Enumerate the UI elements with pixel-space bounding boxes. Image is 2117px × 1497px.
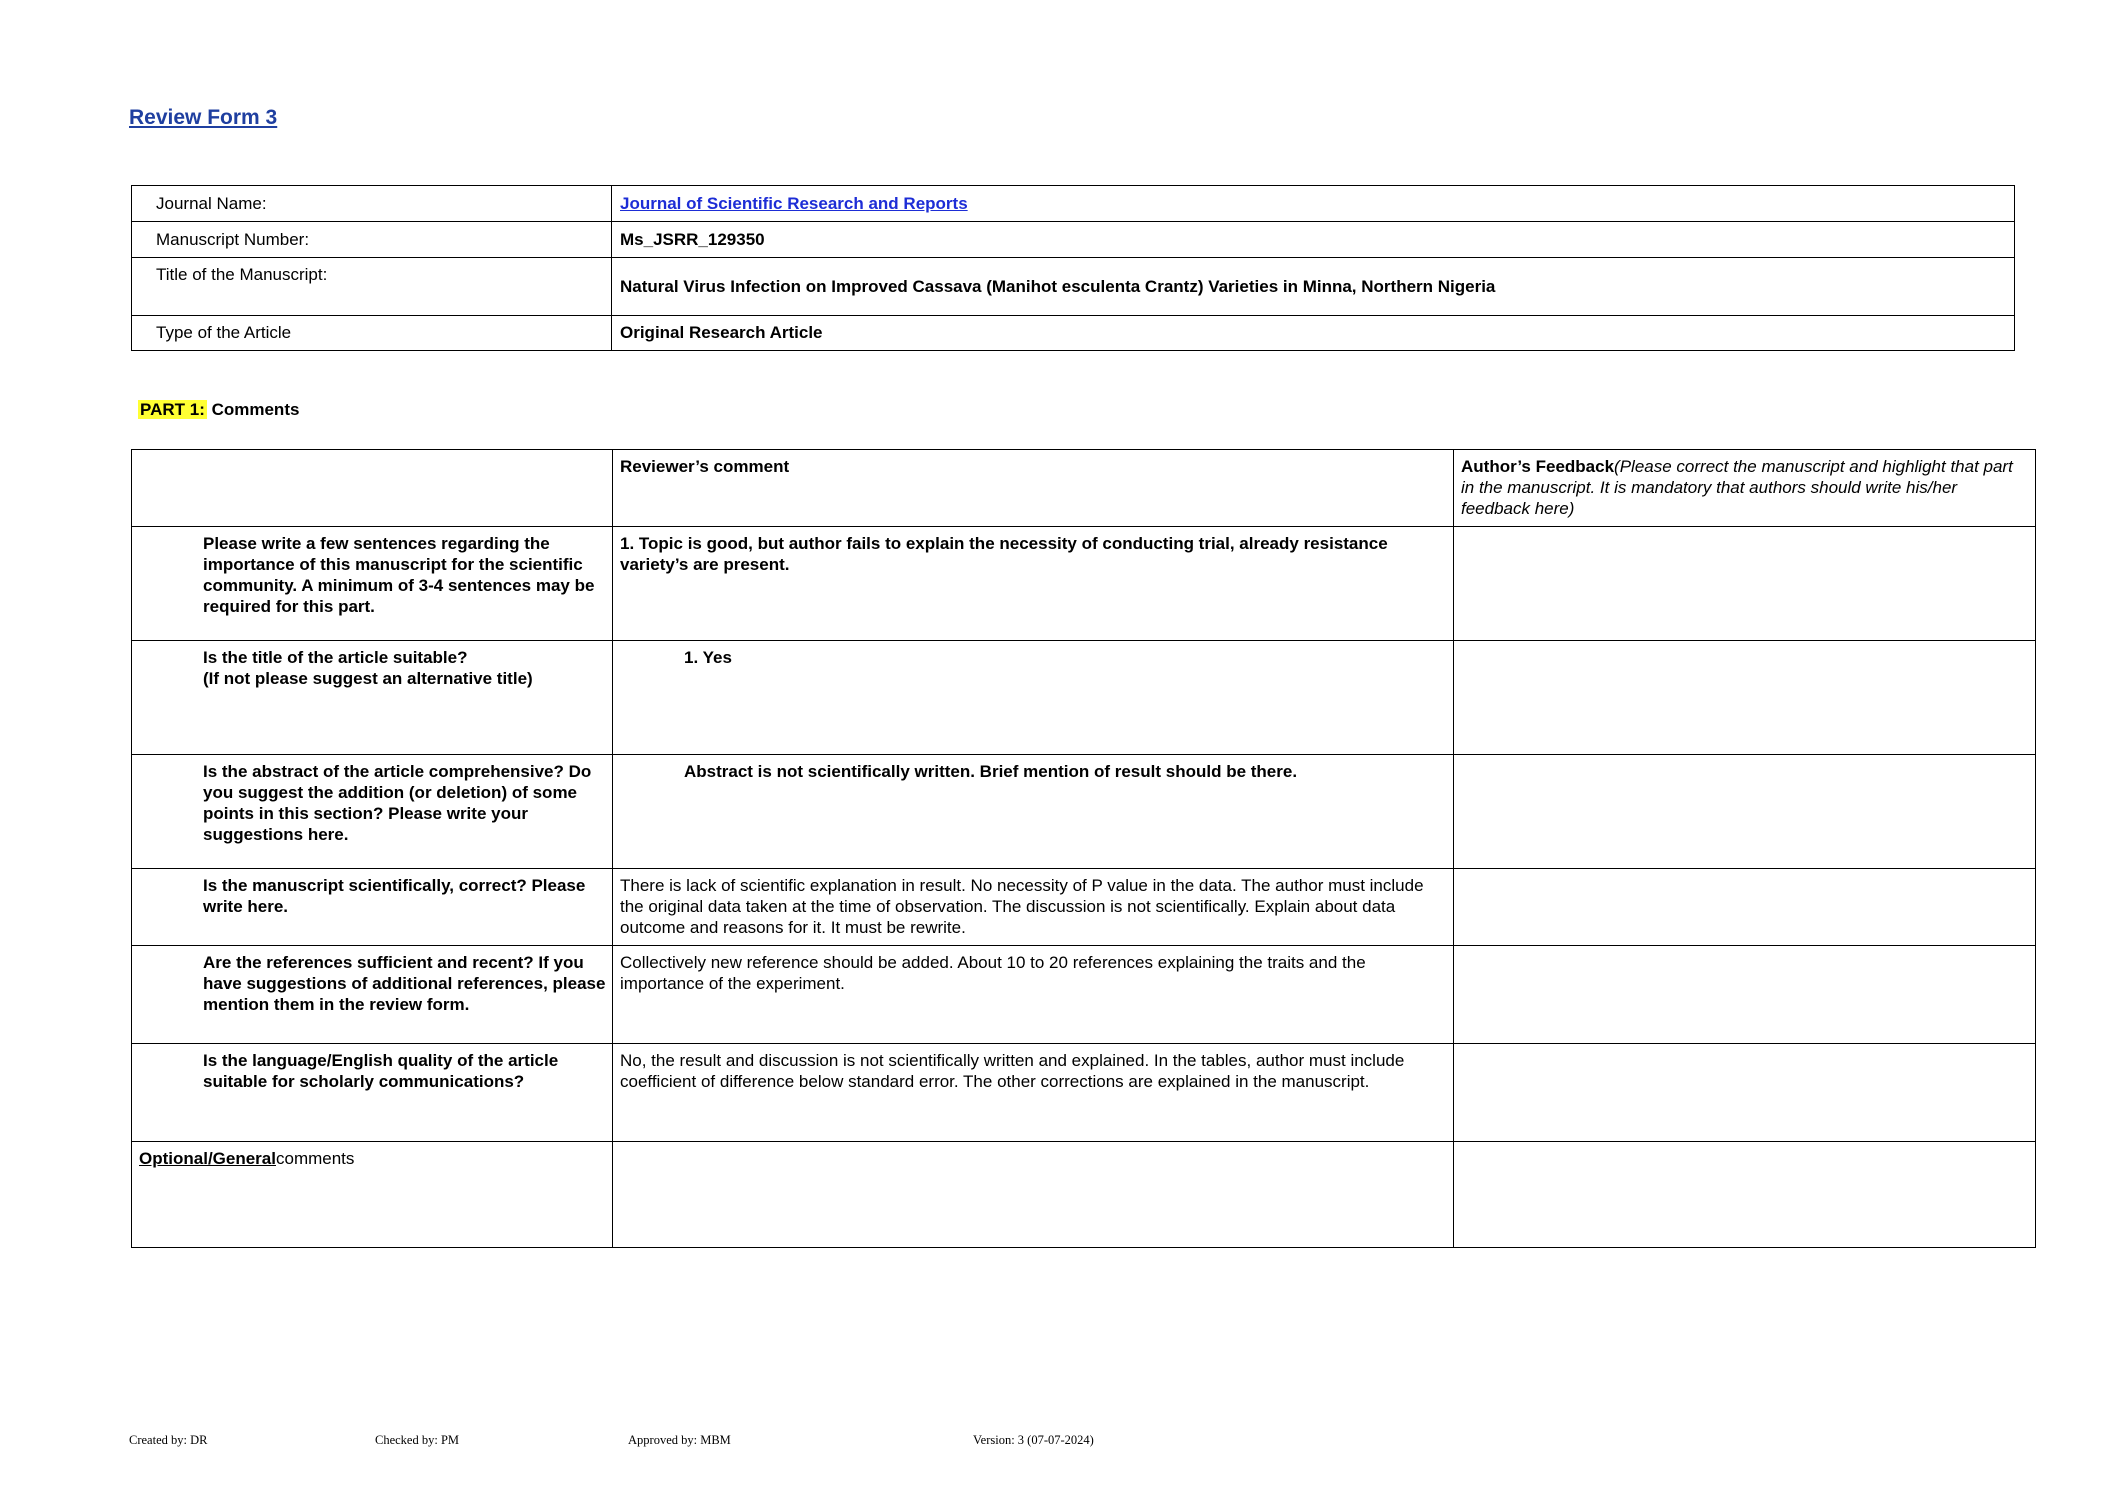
- table-row: [132, 1044, 2036, 1142]
- manuscript-number-label: Manuscript Number:: [132, 222, 612, 258]
- author-feedback-cell[interactable]: [1454, 755, 2036, 869]
- optional-comments-input[interactable]: [613, 1142, 1454, 1248]
- footer-checked: Checked by: PM: [375, 1433, 460, 1447]
- table-row: [132, 222, 2015, 258]
- manuscript-title-value: Natural Virus Infection on Improved Cassava (Manihot esculenta Crantz) Varieties in Minna, Northern Nigeria: [612, 258, 2015, 316]
- optional-comments-suffix: comments: [275, 1149, 355, 1168]
- table-row: [132, 641, 2036, 755]
- table-row: [132, 527, 2036, 641]
- comments-table: [131, 449, 2036, 1248]
- optional-feedback-input[interactable]: [1454, 1142, 2036, 1248]
- optional-comments-cell: [132, 1142, 613, 1248]
- reviewer-comment-cell: 1. Topic is good, but author fails to explain the necessity of conducting trial, already resistance variety’s are present.: [613, 527, 1454, 641]
- journal-value: [612, 186, 2015, 222]
- reviewer-comment-cell: Abstract is not scientifically written. Brief mention of result should be there.: [613, 755, 1454, 869]
- table-row: [132, 1142, 2036, 1248]
- question-line: Is the title of the article suitable?: [203, 648, 468, 667]
- footer-approved: Approved by: MBM: [628, 1433, 731, 1447]
- table-row: [132, 316, 2015, 351]
- reviewer-comment-cell: There is lack of scientific explanation in result. No necessity of P value in the data. The author must include the original data taken at the time of observation. The discussion is not scientifically. Explain about data outcome and reasons for it. It must be rewrite.: [613, 869, 1454, 946]
- question-cell: Are the references sufficient and recent? If you have suggestions of additional references, please mention them in the review form.: [132, 946, 613, 1044]
- table-row: [132, 258, 2015, 316]
- author-feedback-title: Author’s Feedback: [1461, 457, 1615, 476]
- reviewer-comment-header: Reviewer’s comment: [613, 450, 1454, 527]
- journal-label: Journal Name:: [132, 186, 612, 222]
- author-feedback-cell[interactable]: [1454, 869, 2036, 946]
- question-cell: Is the manuscript scientifically, correct? Please write here.: [132, 869, 613, 946]
- reviewer-comment-cell: No, the result and discussion is not scientifically written and explained. In the tables, author must include coefficient of difference below standard error. The other corrections are explained in the manuscript.: [613, 1044, 1454, 1142]
- part1-suffix: Comments: [206, 400, 300, 419]
- author-feedback-cell[interactable]: [1454, 641, 2036, 755]
- optional-general-label: Optional/General: [139, 1149, 276, 1168]
- article-type-value: Original Research Article: [612, 316, 2015, 351]
- manuscript-title-label: Title of the Manuscript:: [132, 258, 612, 316]
- reviewer-comment-cell: 1. Yes: [613, 641, 1454, 755]
- table-row: [132, 755, 2036, 869]
- question-cell: Is the language/English quality of the article suitable for scholarly communications?: [132, 1044, 613, 1142]
- author-feedback-note: (Please correct the manuscript and highlight that part in the manuscript. It is mandatory that authors should write his/her feedback here): [1461, 457, 2013, 518]
- article-type-label: Type of the Article: [132, 316, 612, 351]
- part1-label: PART 1:: [140, 400, 205, 419]
- author-feedback-cell[interactable]: [1454, 946, 2036, 1044]
- question-cell: [132, 641, 613, 755]
- table-header-row: [132, 450, 2036, 527]
- footer-created: Created by: DR: [129, 1433, 208, 1447]
- footer: [129, 1433, 1329, 1453]
- reviewer-comment-cell: Collectively new reference should be added. About 10 to 20 references explaining the traits and the importance of the experiment.: [613, 946, 1454, 1044]
- footer-version: Version: 3 (07-07-2024): [973, 1433, 1094, 1447]
- author-feedback-header: [1454, 450, 2036, 527]
- table-row: [132, 186, 2015, 222]
- manuscript-info-table: [131, 185, 2015, 351]
- question-header-cell: [132, 450, 613, 527]
- author-feedback-cell[interactable]: [1454, 1044, 2036, 1142]
- journal-link[interactable]: Journal of Scientific Research and Reports: [620, 193, 968, 213]
- manuscript-number-value: Ms_JSRR_129350: [612, 222, 2015, 258]
- part1-heading: [138, 400, 299, 420]
- question-cell: Is the abstract of the article comprehensive? Do you suggest the addition (or deletion) of some points in this section? Please write your suggestions here.: [132, 755, 613, 869]
- table-row: [132, 946, 2036, 1044]
- form-title[interactable]: Review Form 3: [129, 106, 278, 129]
- question-cell: Please write a few sentences regarding the importance of this manuscript for the scientific community. A minimum of 3-4 sentences may be required for this part.: [132, 527, 613, 641]
- author-feedback-cell[interactable]: [1454, 527, 2036, 641]
- question-line: (If not please suggest an alternative title): [203, 669, 533, 688]
- table-row: [132, 869, 2036, 946]
